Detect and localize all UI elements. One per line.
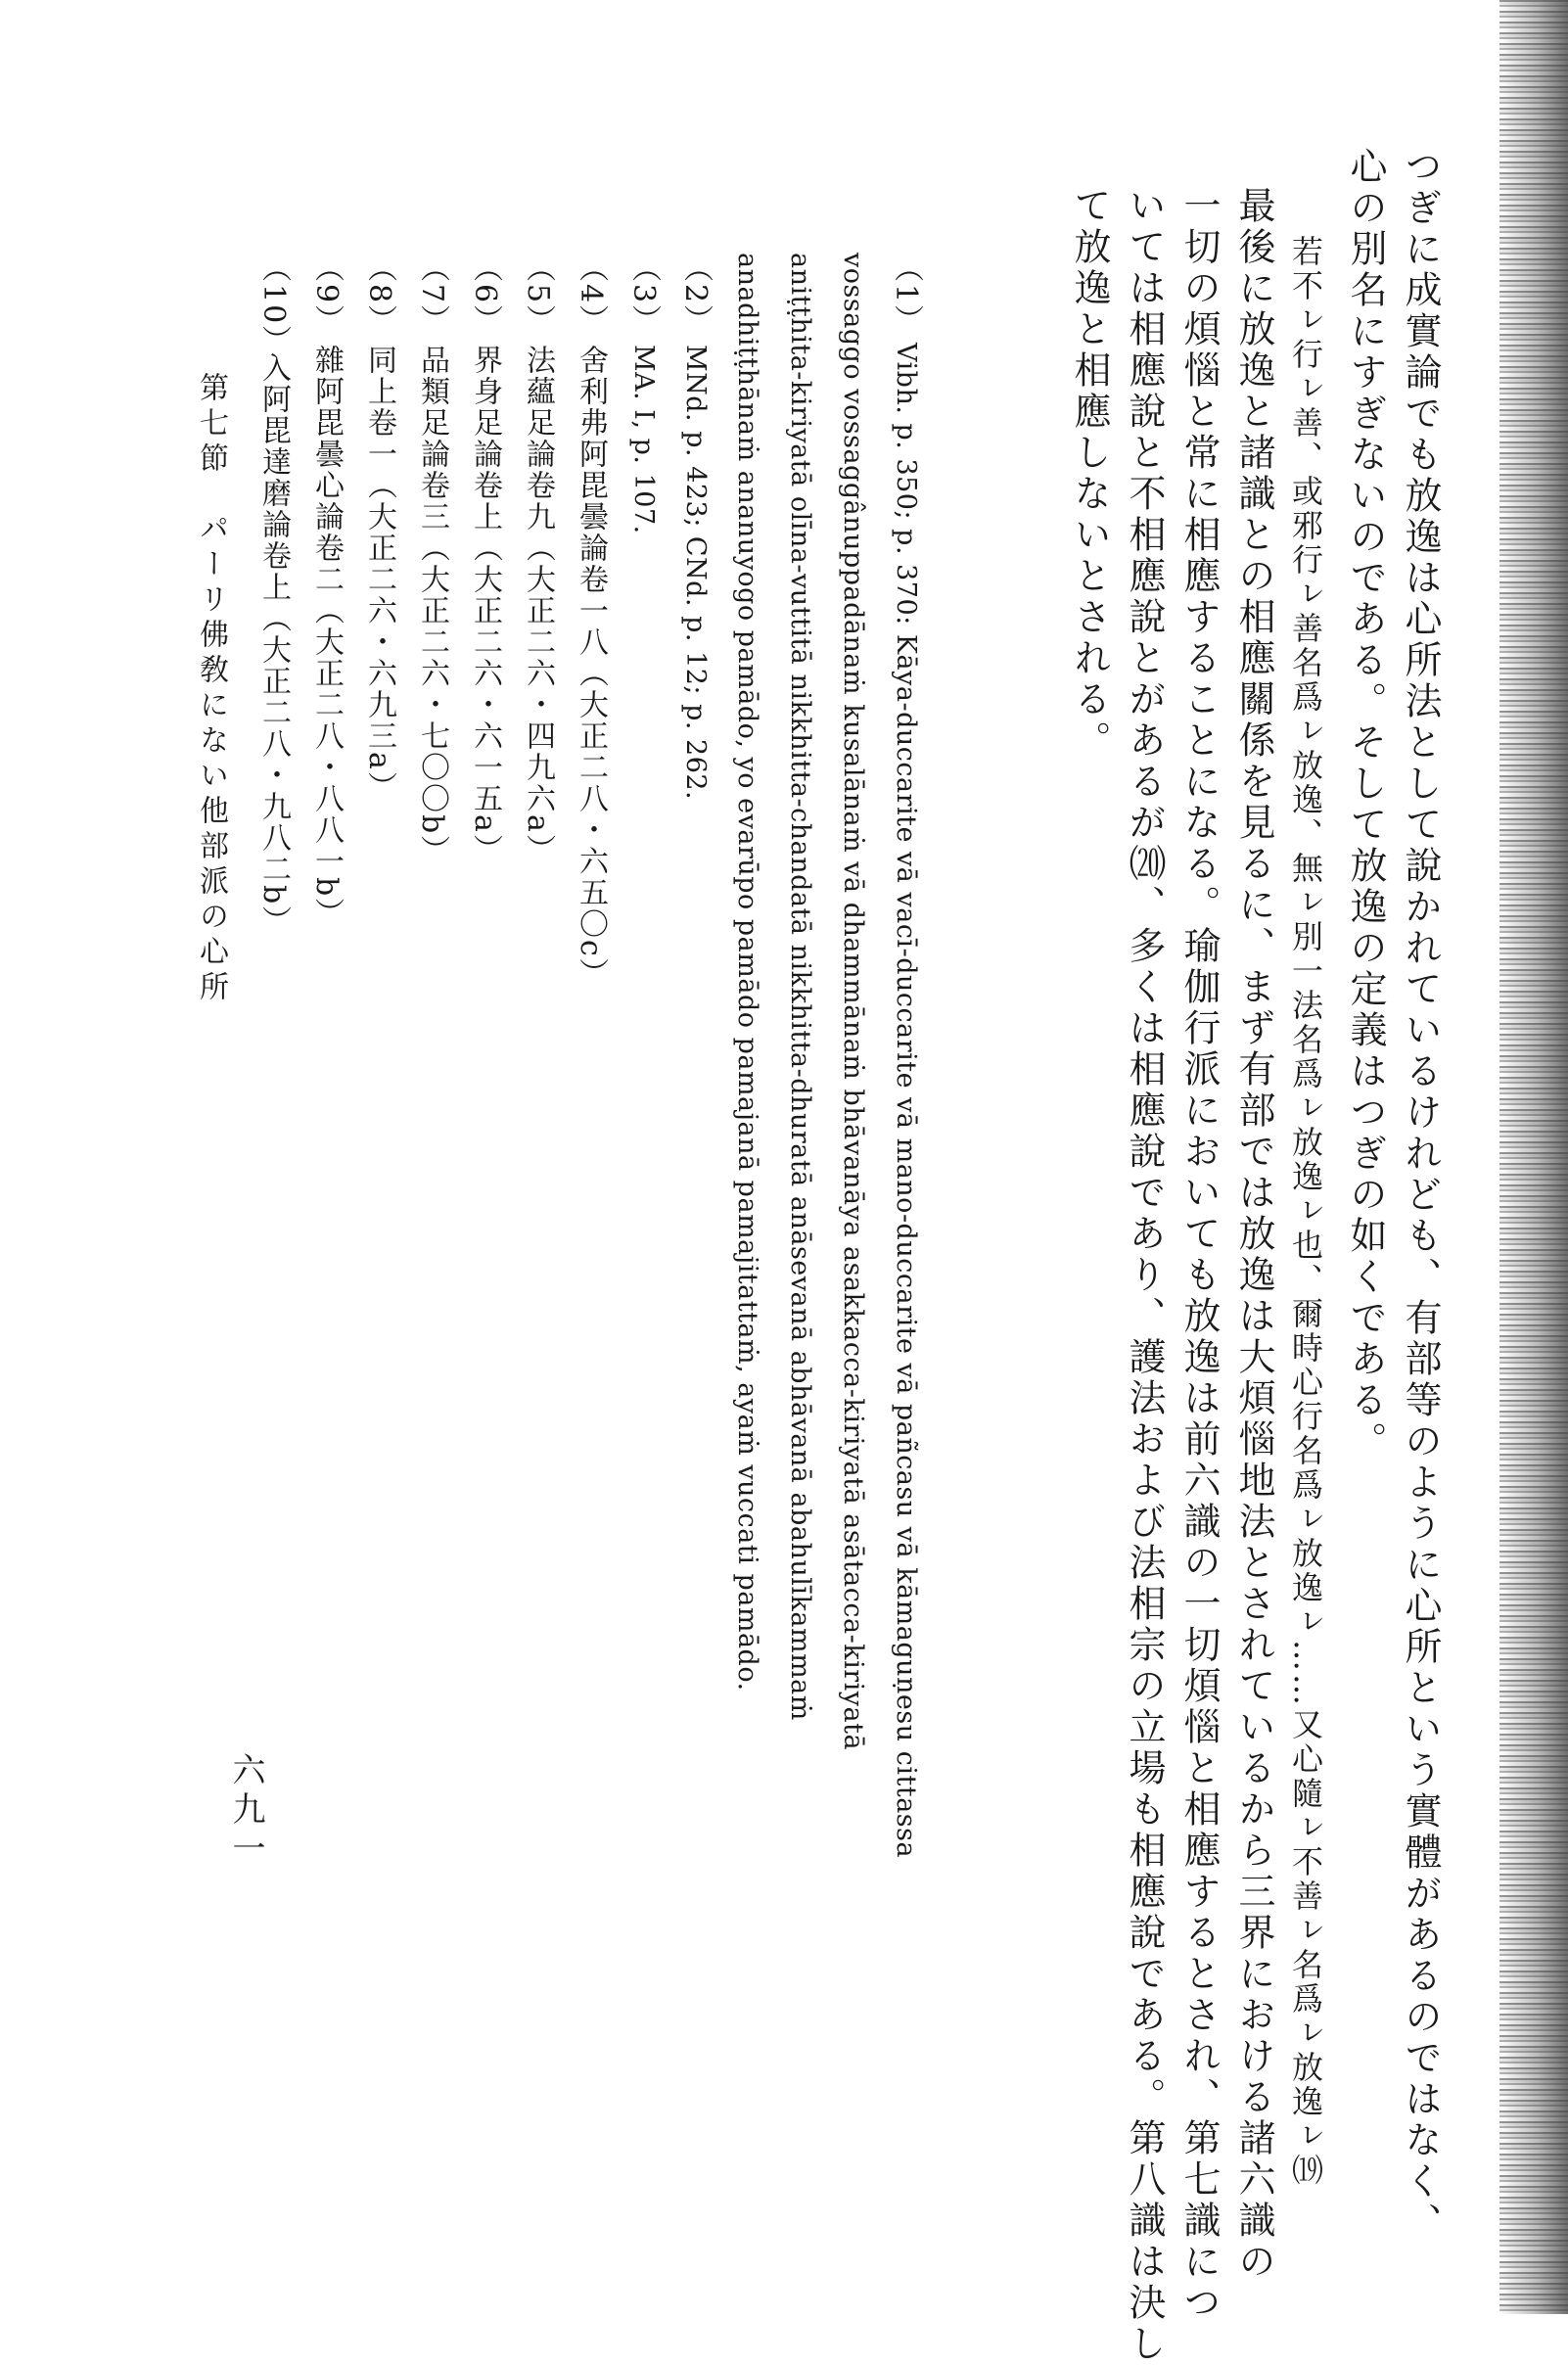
note-number: （8）: [362, 253, 396, 337]
note-text: 入阿毘達磨論卷上（大正二八・九八二b）: [256, 352, 291, 938]
note-number: （2）: [678, 253, 713, 337]
body-line: 最後に放逸と諸識との相應關係を見るに、まず有部では放逸は大煩惱地法とされているから三界における諸六識の: [1232, 186, 1275, 2283]
page-number: 六九一: [226, 1752, 265, 1870]
body-line: 心の別名にすぎないのである。そして放逸の定義はつぎの如くである。: [1344, 147, 1387, 1462]
body-line: 一切の煩惱と常に相應することになる。瑜伽行派においても放逸は前六識の一切煩惱と相應するとされ、第七識につ: [1177, 186, 1221, 2324]
running-footer: 第七節 パーリ佛敎にない他部派の心所: [194, 372, 228, 1006]
note-number: （6）: [468, 253, 502, 337]
note-text: 雜阿毘曇心論卷二（大正二八・八八一b）: [309, 345, 344, 930]
note-text: 同上卷一（大正二六・六九三a）: [362, 345, 396, 803]
body-line: いては相應說と不相應說とがあるが⒇、多くは相應說であり、護法および法相宗の立場も相應說である。第八識は決し: [1123, 186, 1166, 2365]
note-text: 舍利弗阿毘曇論卷一八（大正二八・六五〇c）: [574, 345, 608, 990]
note-text-pali: aniṭṭhita-kiriyatā olīna-vuttitā nikkhitta-chandatā nikkhitta-dhuratā anāsevanā abhāvanā abahulīkammaṁ: [785, 253, 815, 1721]
body-line: つぎに成實論でも放逸は心所法として說かれているけれども、有部等のように心所という實體があるのではなく、: [1399, 147, 1442, 2244]
note-text: MA. I, p. 107.: [628, 345, 659, 534]
note-number: （4）: [574, 253, 608, 337]
note-number: （5）: [521, 253, 555, 337]
note-number: （7）: [415, 253, 449, 337]
note-text-pali: anadhiṭṭhānaṁ ananuyogo pamādo, yo evarūpo pamādo pamajanā pamajitattaṁ, ayaṁ vuccati pamādo.: [732, 253, 762, 1692]
note-number: （10）: [256, 253, 291, 357]
note-number: （3）: [626, 253, 661, 337]
note-text-pali: Vibh. p. 350; p. 370: Kāya-duccarite vā vacī-duccarite vā mano-duccarite vā pañcasu vā kāmaguṇesu cittassa: [891, 343, 921, 1859]
note-text: 法蘊足論卷九（大正二六・四九六a）: [521, 345, 555, 865]
note-number: （1）: [889, 253, 923, 337]
note-text: 界身足論卷上（大正二六・六一五a）: [468, 345, 502, 865]
note-text: 品類足論卷三（大正二六・七〇〇b）: [415, 345, 449, 867]
scan-edge-shadow: [1499, 0, 1568, 2314]
note-text-pali: vossaggo vossaggânuppadānaṁ kusalānaṁ vā dhammānaṁ bhāvanāya asakkacca-kiriyatā asātacca-kiriyatā: [838, 253, 868, 1751]
quotation-line: 若不ㇾ行ㇾ善、或邪行ㇾ善名爲ㇾ放逸、無ㇾ別一法名爲ㇾ放逸ㇾ也、爾時心行名爲ㇾ放逸ㇾ……又心隨ㇾ不善ㇾ名爲ㇾ放逸ㇾ⒆: [1287, 235, 1324, 2188]
body-line: て放逸と相應しないとされる。: [1068, 186, 1111, 762]
note-text: MNd. p. 423; CNd. p. 12; p. 262.: [680, 345, 711, 801]
note-number: （9）: [309, 253, 344, 337]
